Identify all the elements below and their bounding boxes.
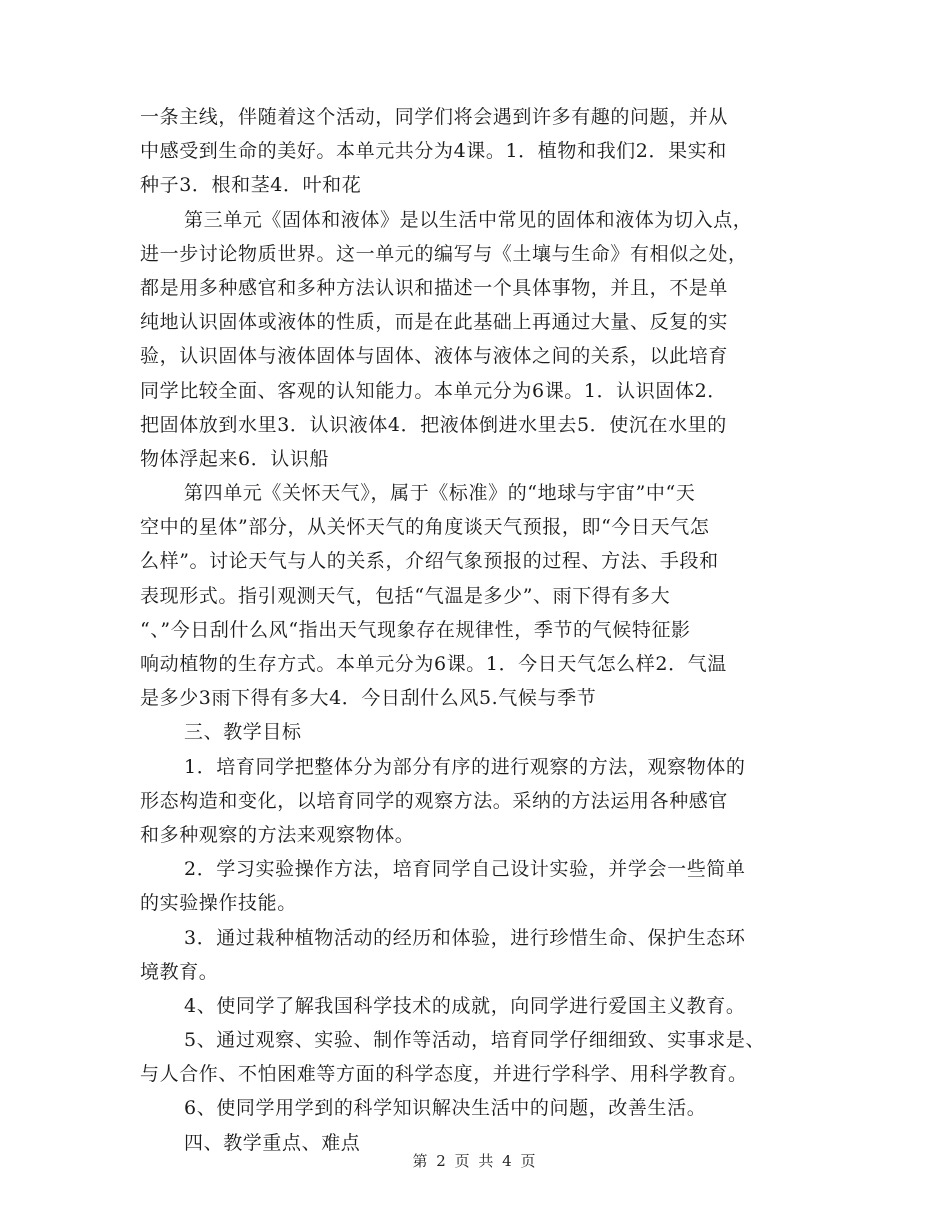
text-line: 形态构造和变化，以培育同学的观察方法。采纳的方法运用各种感官	[140, 789, 729, 812]
text-line: 么样”。讨论天气与人的关系，介绍气象预报的过程、方法、手段和	[140, 550, 719, 573]
text-line: 4、使同学了解我国科学技术的成就，向同学进行爱国主义教育。	[184, 994, 746, 1017]
text-line: 一条主线，伴随着这个活动，同学们将会遇到许多有趣的问题，并从	[140, 106, 729, 128]
text-line: 四、教学重点、难点	[184, 1131, 361, 1154]
text-line: 第三单元《固体和液体》是以生活中常见的固体和液体为切入点，	[184, 208, 753, 231]
text-line: 1．培育同学把整体分为部分有序的进行观察的方法，观察物体的	[184, 755, 746, 778]
text-line: 响动植物的生存方式。本单元分为6课。1．今日天气怎么样2．气温	[140, 653, 727, 675]
text-line: 验，认识固体与液体固体与固体、液体与液体之间的关系，以此培育	[140, 345, 729, 368]
text-line: 的实验操作技能。	[140, 892, 297, 915]
text-line: 是多少3雨下得有多大4．今日刮什么风5.气候与季节	[140, 687, 597, 710]
text-line: 空中的星体”部分，从关怀天气的角度谈天气预报，即“今日天气怎	[140, 516, 710, 539]
text-line: 境教育。	[140, 960, 219, 983]
text-line: 与人合作、不怕困难等方面的科学态度，并进行学科学、用科学教育。	[140, 1063, 748, 1086]
text-line: 同学比较全面、客观的认知能力。本单元分为6课。1．认识固体2．	[140, 379, 727, 402]
text-line: 第四单元《关怀天气》，属于《标准》的“地球与宇宙”中“天	[184, 482, 696, 505]
text-line: 纯地认识固体或液体的性质，而是在此基础上再通过大量、反复的实	[140, 311, 729, 334]
text-line: 5、通过观察、实验、制作等活动，培育同学仔细细致、实事求是、	[184, 1029, 766, 1052]
text-line: 和多种观察的方法来观察物体。	[140, 823, 415, 846]
document-body	[140, 100, 800, 1160]
text-line: “、”今日刮什么风“指出天气现象存在规律性，季节的气候特征影	[140, 618, 691, 641]
page-number-footer: 第 2 页 共 4 页	[412, 1152, 538, 1170]
text-line: 三、教学目标	[184, 721, 302, 744]
text-line: 都是用多种感官和多种方法认识和描述一个具体事物，并且，不是单	[140, 276, 729, 299]
text-line: 种子3．根和茎4．叶和花	[140, 174, 362, 197]
text-line: 6、使同学用学到的科学知识解决生活中的问题，改善生活。	[184, 1097, 707, 1120]
text-line: 中感受到生命的美好。本单元共分为4课。1．植物和我们2．果实和	[140, 140, 727, 163]
text-line: 进一步讨论物质世界。这一单元的编写与《土壤与生命》有相似之处，	[140, 242, 748, 265]
text-line: 把固体放到水里3．认识液体4．把液体倒进水里去5．使沉在水里的	[140, 413, 727, 436]
text-line: 物体浮起来6．认识船	[140, 447, 330, 470]
text-line: 表现形式。指引观测天气，包括“气温是多少”、雨下得有多大	[140, 584, 671, 607]
text-line: 2．学习实验操作方法，培育同学自己设计实验，并学会一些简单	[184, 858, 746, 881]
text-line: 3．通过栽种植物活动的经历和体验，进行珍惜生命、保护生态环	[184, 926, 746, 949]
